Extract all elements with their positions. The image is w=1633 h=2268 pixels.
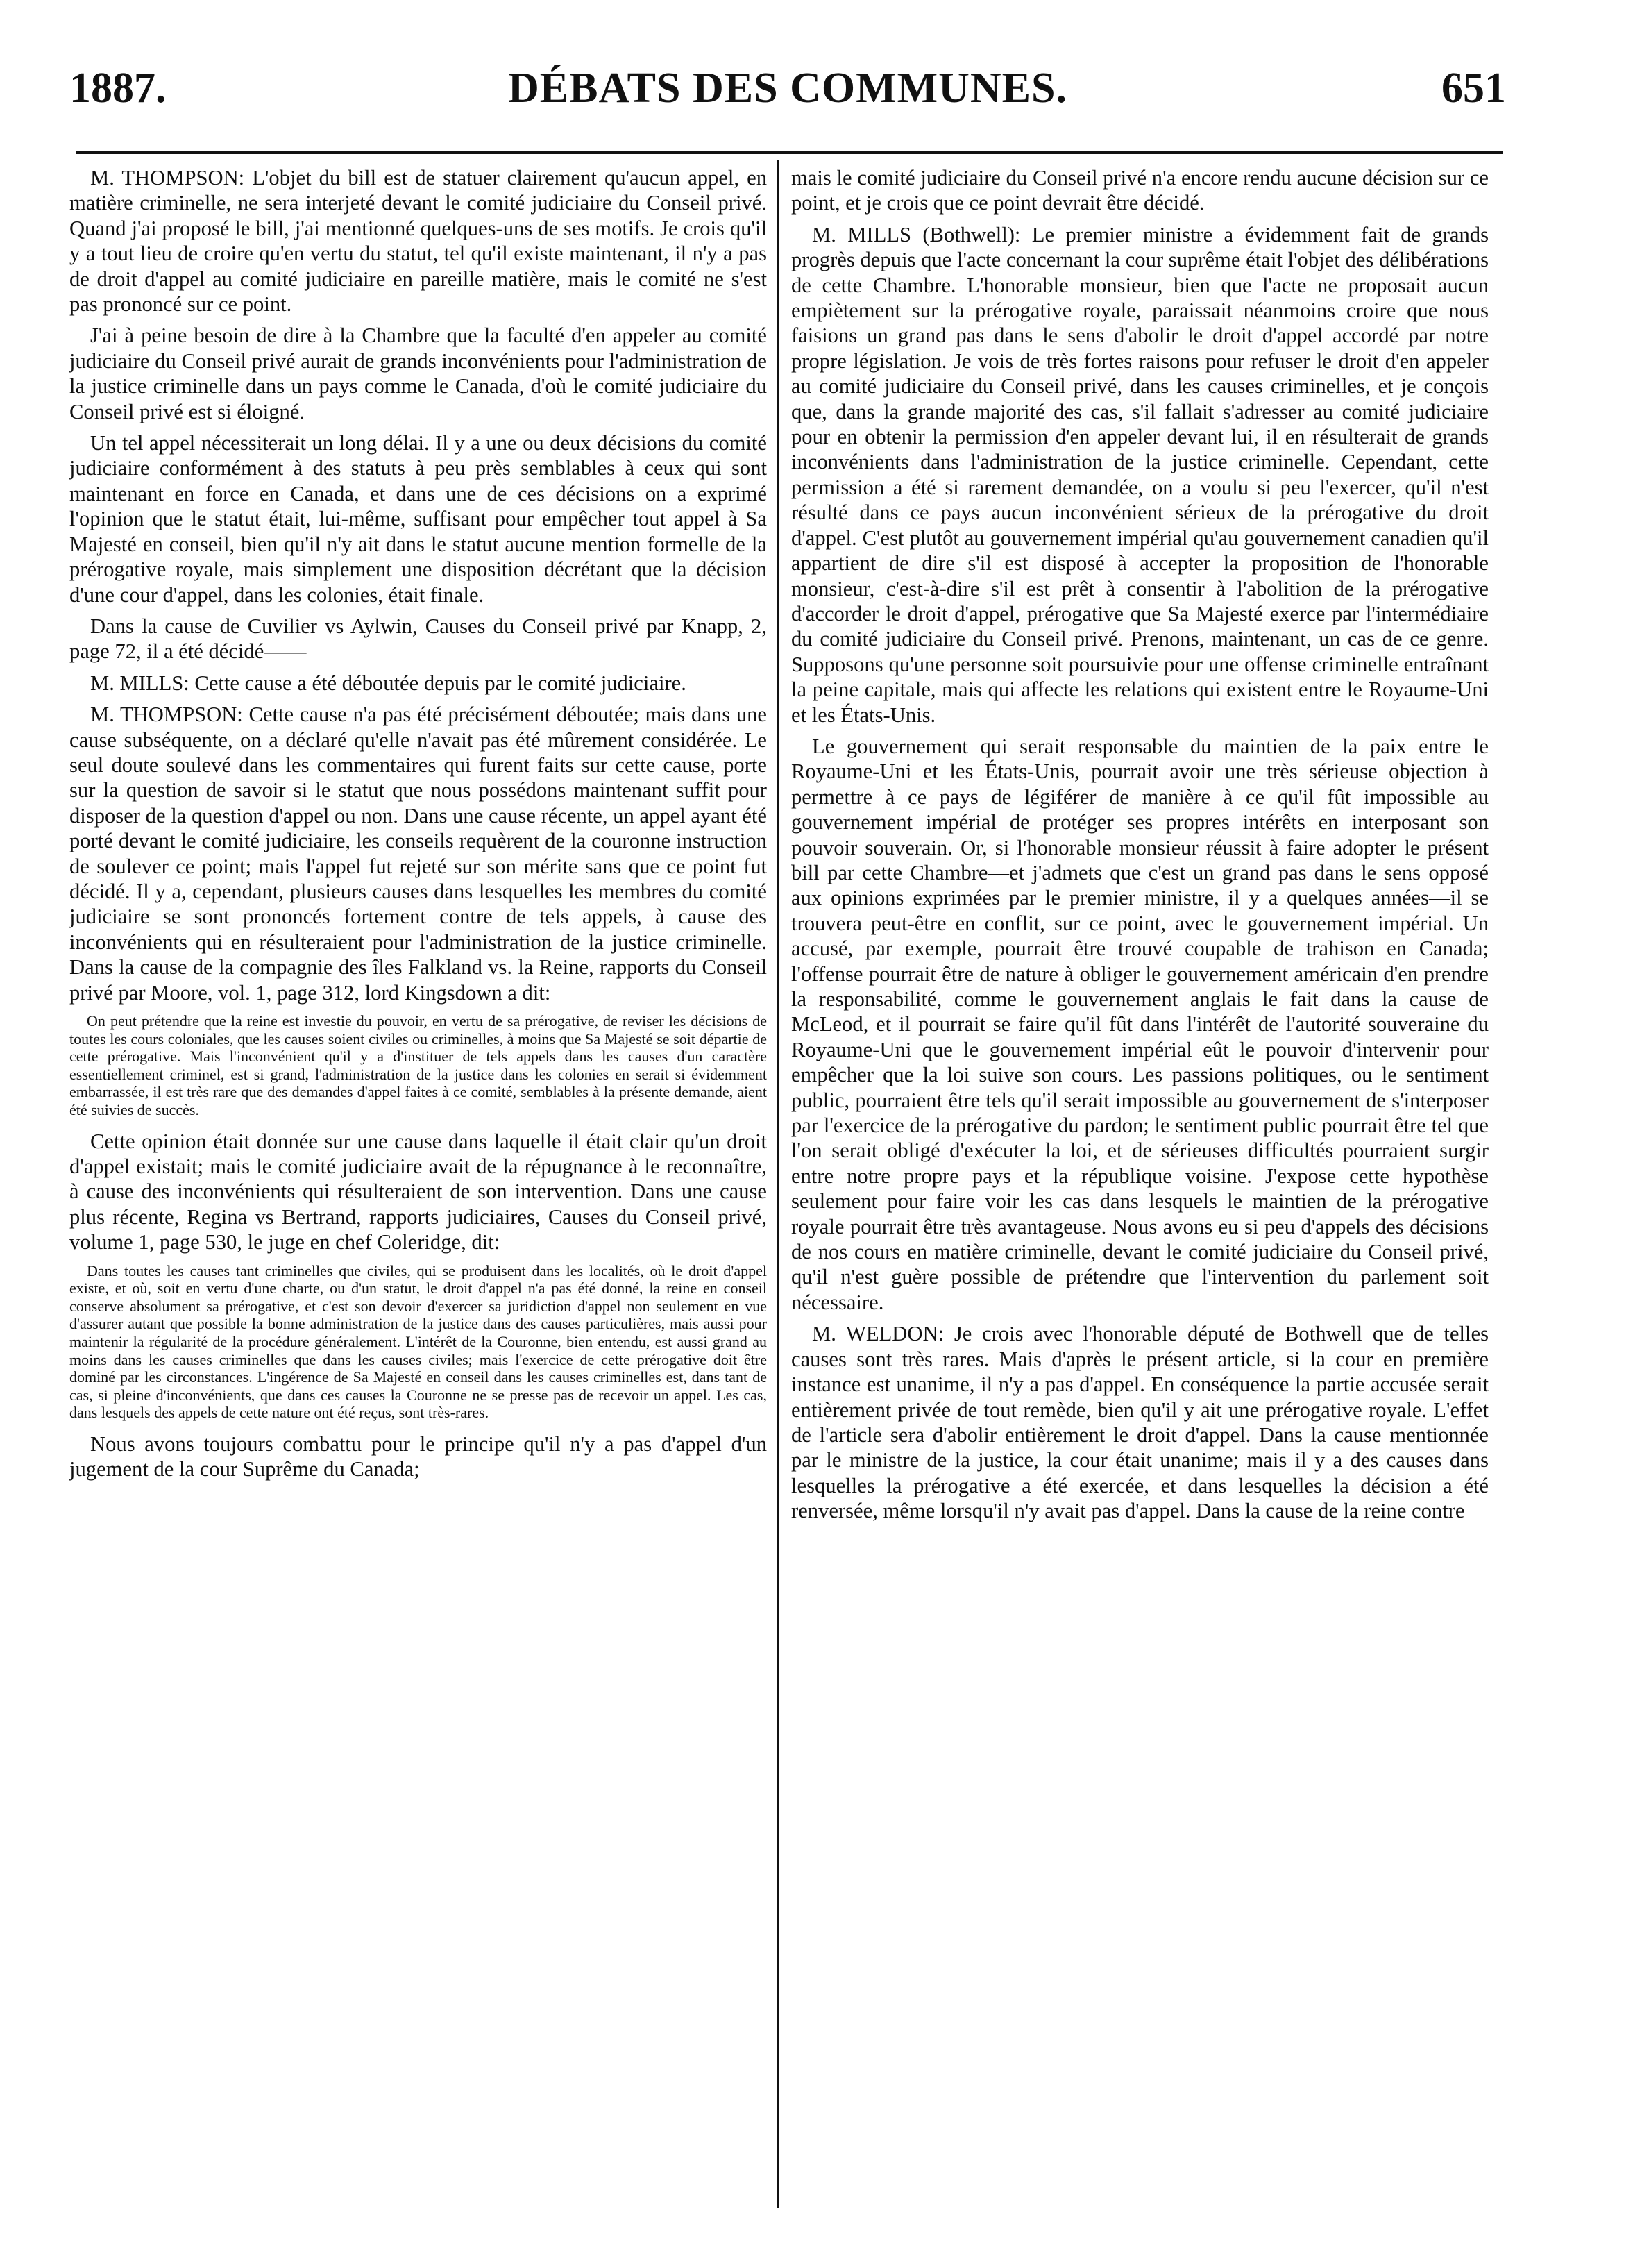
paragraph <box>69 614 767 664</box>
right-column <box>791 165 1489 1530</box>
paragraph-text: L'objet du bill est de statuer clairement qu'aucun appel, en matière criminelle, ne sera interjeté devant le comité judiciaire du Conseil privé. Quand j'ai proposé le bill, j'ai mentionné quelques-uns de ses motifs. Je crois qu'il y a tout lieu de croire qu'en vertu du statut, tel qu'il existe maintenant, il n'y a pas de droit d'appel au comité judiciaire en pareille matière, mais le comité ne s'est pas prononcé sur ce point. <box>69 166 768 317</box>
paragraph-text: mais le comité judiciaire du Conseil privé n'a encore rendu aucune décision sur ce point, et je crois que ce point devrait être décidé. <box>791 166 1489 215</box>
speaker-name: M. WELDON: <box>812 1322 945 1346</box>
column-separator <box>777 160 779 2208</box>
speaker-name: M. THOMPSON: <box>90 166 245 190</box>
speaker-name: M. MILLS <box>812 222 911 246</box>
paragraph-text: Cette opinion était donnée sur une cause dans laquelle il était clair qu'un droit d'appel existait; mais le comité judiciaire avait de la répugnance à le reconnaître, à cause des inconvénients qui résulteraient de son intervention. Dans une cause plus récente, Regina vs Bertrand, rapports judiciaires, Causes du Conseil privé, volume 1, page 530, le juge en chef Coleridge, dit: <box>69 1129 767 1254</box>
paragraph <box>791 222 1489 728</box>
block-quote: On peut prétendre que la reine est investie du pouvoir, en vertu de sa prérogative, de reviser les décisions de toutes les cours coloniales, que les causes soient civiles ou criminelles, à moins que Sa Majesté se soit départie de cette prérogative. Mais l'inconvénient qu'il y a d'instituer de tels appels dans les causes d'un caractère essentiellement criminel, est si grand, l'administration de la justice dans les colonies en serait si évidemment embarrassée, il est très rare que des demandes d'appel faites à ce comité, semblables à la présente demande, aient été suivies de succès. <box>69 1012 767 1118</box>
speaker-name: M. THOMPSON: <box>90 703 243 727</box>
paragraph <box>791 734 1489 1315</box>
paragraph <box>69 165 767 317</box>
speaker-name: M. MILLS: <box>90 671 189 695</box>
paragraph-text: J'ai à peine besoin de dire à la Chambre que la faculté d'en appeler au comité judiciaire du Conseil privé aurait de grands inconvénients pour l'administration de la justice criminelle dans un pays comme le Canada, d'où le comité judiciaire du Conseil privé est si éloigné. <box>69 324 767 423</box>
paragraph-text: Nous avons toujours combattu pour le principe qu'il n'y a pas d'appel d'un jugement de la cour Suprême du Canada; <box>69 1431 767 1481</box>
block-quote: Dans toutes les causes tant criminelles que civiles, qui se produisent dans les localités, où le droit d'appel existe, et où, soit en vertu d'une charte, ou d'un statut, le droit d'appel n'a pas été donné, la reine en conseil conserve absolument sa prérogative, et c'est son devoir d'exercer sa juridiction d'appel non seulement en vue d'assurer autant que possible la bonne administration de la justice dans des causes particulières, mais aussi pour maintenir la régularité de la procédure généralement. L'intérêt de la Couronne, bien entendu, est aussi grand au moins dans les causes criminelles que dans les causes civiles; mais l'exercice de cette prérogative doit être dominé par les circonstances. L'ingérence de Sa Majesté en conseil dans les causes criminelles est, dans tant de cas, si pleine d'inconvénients, que dans ces causes la Couronne ne se presse pas de recevoir un appel. Les cas, dans lesquels des appels de cette nature ont été reçus, sont très-rares. <box>69 1261 767 1422</box>
paragraph <box>69 1431 767 1482</box>
header-rule <box>76 151 1503 154</box>
paragraph-text: Le gouvernement qui serait responsable du maintien de la paix entre le Royaume-Uni et les États-Unis, pourrait avoir une très sérieuse objection à permettre à ce pays de légiférer de manière à ce qu'il fût impossible au gouvernement impérial de protéger ses propres intérêts en interposant son pouvoir souverain. Or, si l'honorable monsieur réussit à faire adopter le présent bill par cette Chambre—et j'admets que c'est un grand pas dans le sens opposé aux opinions exprimées par le premier ministre, il y a quelques années—il se trouvera peut-être en conflit, sur ce point, avec le gouvernement impérial. Un accusé, par exemple, pourrait être trouvé coupable de trahison en Canada; l'offense pourrait être de nature à obliger le gouvernement américain d'en prendre la responsabilité, comme le gouvernement anglais le fait dans la cause de McLeod, et il pourrait se faire qu'il fût dans l'intérêt de l'autorité souveraine du Royaume-Uni que le gouvernement impérial eût le pouvoir d'intervenir pour empêcher que la loi suive son cours. Les passions politiques, ou le sentiment public, pourraient être tels qu'il serait impossible au gouvernement de s'interposer par l'exercice de la prérogative du pardon; le sentiment public pourrait être tel que l'on serait obligé d'exécuter la loi, et de sérieuses difficultés pourraient surgir entre notre propre pays et la république voisine. J'expose cette hypothèse seulement pour faire voir les cas dans lesquels le maintien de la prérogative royale pourrait être très avantageuse. Nous avons eu si peu d'appels des décisions de nos cours en matière criminelle, devant le comité judiciaire du Conseil privé, qu'il n'est guère possible de prétendre que l'intervention du parlement soit nécessaire. <box>791 734 1489 1314</box>
paragraph-text: Dans la cause de Cuvilier vs Aylwin, Causes du Conseil privé par Knapp, 2, page 72, il a été décidé—— <box>69 614 767 664</box>
header-page-number: 651 <box>1441 65 1506 112</box>
paragraph-text: Cette cause a été déboutée depuis par le comité judiciaire. <box>189 671 686 695</box>
paragraph-text: Je crois avec l'honorable député de Bothwell que de telles causes sont très rares. Mais d'après le présent article, si la cour en première instance est unanime, il n'y a pas d'appel. En conséquence la partie accusée serait entièrement privée de tout remède, bien qu'il y ait une prérogative royale. L'effet de l'article sera d'abolir entièrement le droit d'appel. Dans la cause mentionnée par le ministre de la justice, la cour était unanime; mais il y a des causes dans lesquelles la prérogative a été exercée, et dans lesquelles la décision a été renversée, même lorsqu'il n'y avait pas d'appel. Dans la cause de la reine contre <box>791 1322 1489 1523</box>
paragraph-text: Cette cause n'a pas été précisément déboutée; mais dans une cause subséquente, on a déclaré qu'elle n'avait pas été mûrement considérée. Le seul doute soulevé dans les commentaires qui furent faits sur cette cause, porte sur la question de savoir si le statut que nous possédons maintenant suffit pour disposer de la question d'appel ou non. Dans une cause récente, un appel ayant été porté devant le comité judiciaire, les conseils requèrent de la couronne instruction de soulever ce point; mais l'appel fut rejeté sur son mérite sans que ce point fut décidé. Il y a, cependant, plusieurs causes dans lesquelles les membres du comité judiciaire se sont prononcés fortement contre de tels appels, à cause des inconvénients qui en résulteraient pour l'administration de la justice criminelle. Dans la cause de la compagnie des îles Falkland vs. la Reine, rapports du Conseil privé par Moore, vol. 1, page 312, lord Kingsdown a dit: <box>69 703 767 1005</box>
header-title: DÉBATS DES COMMUNES. <box>507 65 1068 112</box>
paragraph <box>69 671 767 696</box>
paragraph <box>69 1129 767 1255</box>
paragraph <box>69 323 767 424</box>
paragraph <box>69 430 767 607</box>
paragraph <box>69 702 767 1005</box>
paragraph-text: (Bothwell): Le premier ministre a évidemment fait de grands progrès depuis que l'acte concernant la cour suprême était l'objet des délibérations de cette Chambre. L'honorable monsieur, bien que l'acte ne proposait aucun empiètement sur la prérogative royale, paraissait néanmoins croire que nous faisions un grand pas dans le sens d'abolir le droit d'appel accordé par notre propre législation. Je vois de très fortes raisons pour refuser le droit d'en appeler au comité judiciaire du Conseil privé, dans les causes criminelles, et je conçois que, dans la grande majorité des cas, s'il fallait s'adresser au comité judiciaire pour en obtenir la permission d'en appeler devant lui, il en résulterait de grands inconvénients dans l'administration de la justice criminelle. Cependant, cette permission a été si rarement demandée, on a voulu si peu l'exercer, qu'il n'est résulté dans ce pays aucun inconvénient sérieux de la prérogative du droit d'appel. C'est plutôt au gouvernement impérial qu'au gouvernement canadien qu'il appartient de dire s'il est disposé à accepter la proposition de l'honorable monsieur, c'est-à-dire s'il est prêt à consentir à l'abolition de la prérogative d'accorder le droit d'appel, prérogative que Sa Majesté exerce par l'intermédiaire du comité judiciaire du Conseil privé. Prenons, maintenant, un cas de ce genre. Supposons qu'une personne soit poursuivie pour une offense criminelle entraînant la peine capitale, mais qui affecte les relations qui existent entre le Royaume-Uni et les États-Unis. <box>791 222 1489 727</box>
page-header <box>69 64 1506 133</box>
left-column <box>69 165 767 1488</box>
header-year: 1887. <box>69 65 167 112</box>
paragraph <box>791 1321 1489 1523</box>
paragraph <box>791 165 1489 216</box>
paragraph-text: Un tel appel nécessiterait un long délai. Il y a une ou deux décisions du comité judiciaire conformément à des statuts à peu près semblables à ceux qui sont maintenant en force en Canada, et dans une de ces décisions on a exprimé l'opinion que le statut était, lui-même, suffisant pour empêcher tout appel à Sa Majesté en conseil, bien qu'il n'y ait dans le statut aucune mention formelle de la prérogative royale, mais simplement une disposition décrétant que la décision d'une cour d'appel, dans les colonies, était finale. <box>69 431 767 607</box>
